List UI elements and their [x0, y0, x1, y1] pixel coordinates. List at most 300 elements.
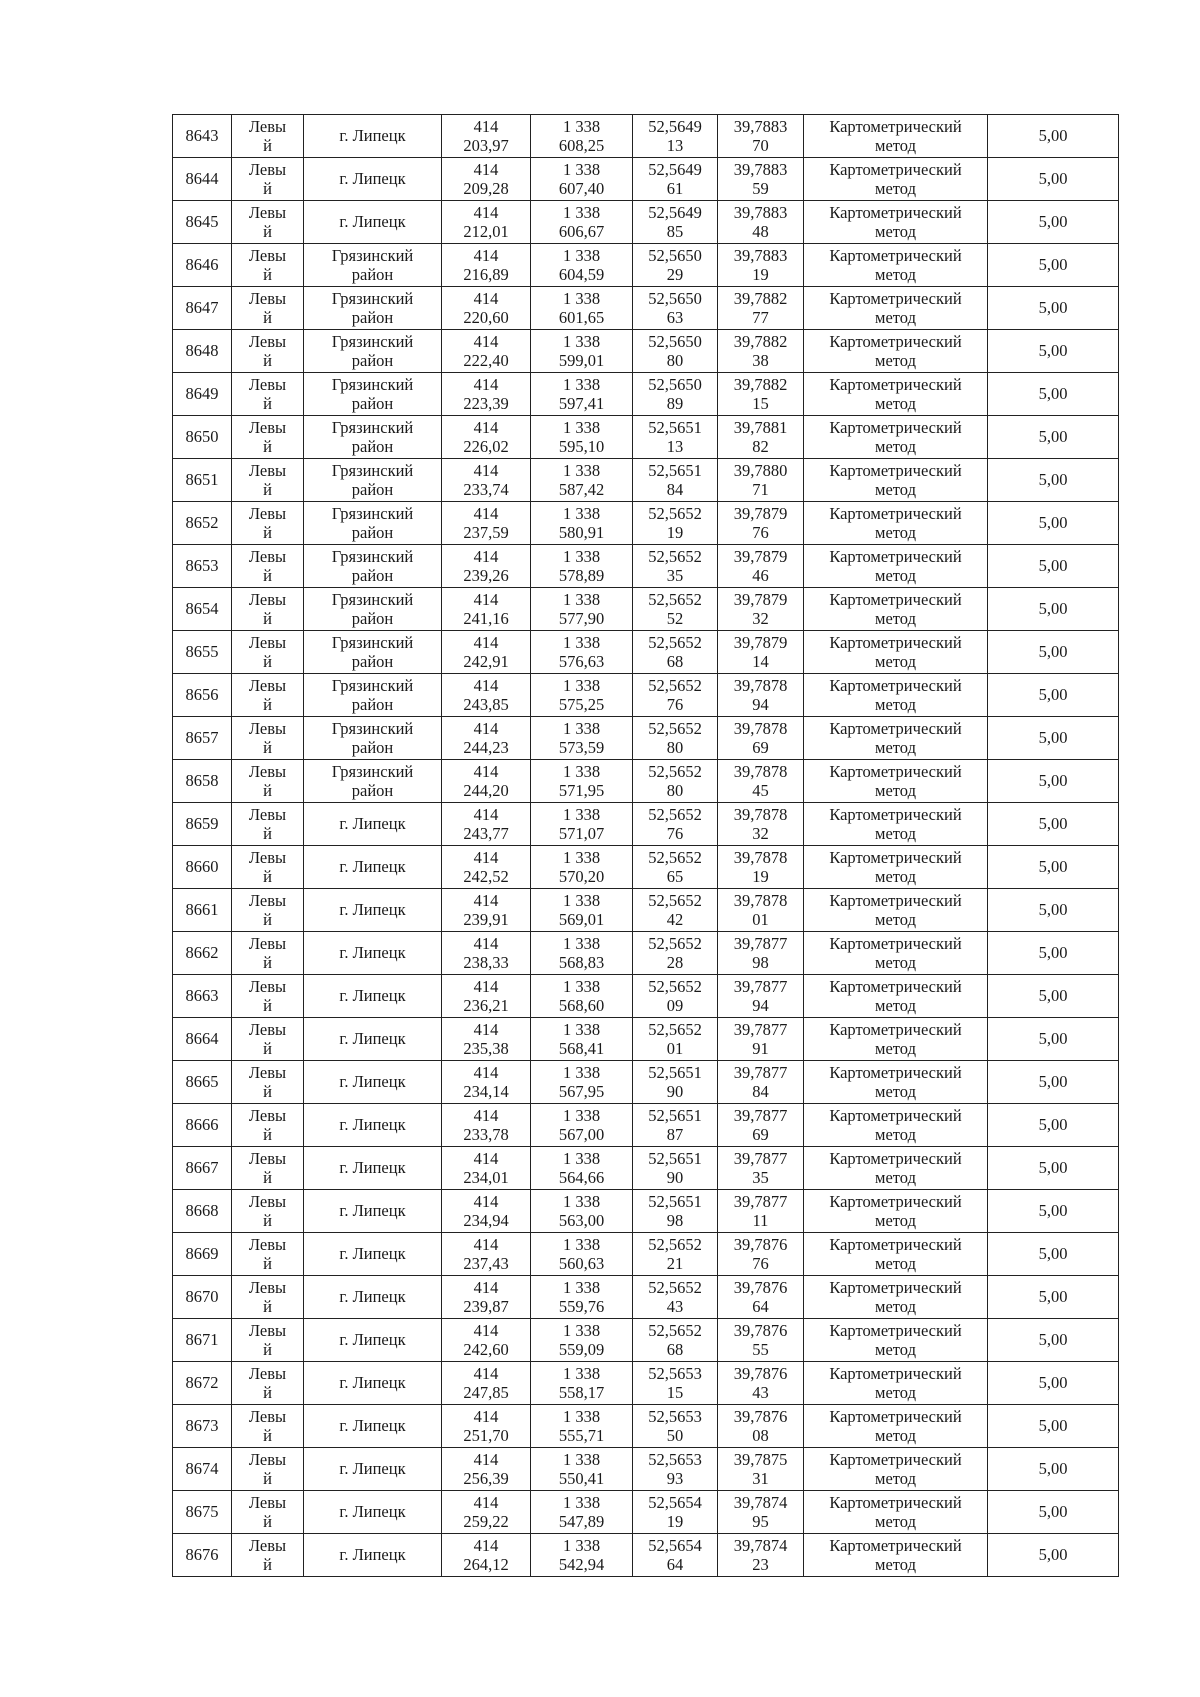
accuracy-cell: 5,00 [988, 244, 1119, 287]
table-row [173, 1147, 1119, 1190]
method-cell-line: Картометрический [829, 159, 962, 179]
table-row [173, 717, 1119, 760]
location-cell-line: Грязинский [331, 374, 414, 394]
longitude-cell [718, 932, 804, 975]
longitude-cell [718, 1147, 804, 1190]
latitude-cell-line: 52,5652 [648, 1277, 702, 1297]
longitude-cell-line: 19 [752, 867, 769, 886]
longitude-cell [718, 373, 804, 416]
bank-side-cell-line: Левы [248, 417, 287, 437]
table-row [173, 287, 1119, 330]
method-cell [804, 760, 988, 803]
method-cell-line: метод [875, 824, 916, 843]
longitude-cell-line: 15 [752, 394, 769, 413]
x-coordinate-cell-line: 236,21 [463, 996, 509, 1015]
x-coordinate-cell-line: 414 [473, 116, 499, 136]
location-cell-line: г. Липецк [339, 1545, 406, 1565]
y-coordinate-cell [531, 1190, 633, 1233]
longitude-cell-line: 31 [752, 1469, 769, 1488]
y-coordinate-cell-line: 571,95 [558, 781, 605, 800]
longitude-cell-line: 70 [752, 136, 769, 155]
x-coordinate-cell-line: 414 [473, 202, 499, 222]
location-cell [304, 975, 442, 1018]
method-cell-line: метод [875, 265, 916, 284]
x-coordinate-cell-line: 244,23 [463, 738, 509, 757]
latitude-cell-line: 52,5652 [648, 804, 702, 824]
accuracy-cell: 5,00 [988, 846, 1119, 889]
x-coordinate-cell [442, 545, 531, 588]
point-number-cell: 8663 [173, 975, 232, 1018]
location-cell-line: Грязинский [331, 288, 414, 308]
longitude-cell-line: 94 [752, 996, 769, 1015]
latitude-cell-line: 65 [666, 867, 684, 886]
method-cell [804, 1319, 988, 1362]
bank-side-cell-line: й [263, 738, 272, 757]
method-cell [804, 1276, 988, 1319]
table-row [173, 244, 1119, 287]
y-coordinate-cell-line: 1 338 [562, 933, 601, 953]
method-cell-line: Картометрический [829, 374, 962, 394]
location-cell-line: г. Липецк [339, 1029, 406, 1049]
x-coordinate-cell-line: 235,38 [463, 1039, 509, 1058]
bank-side-cell-line: Левы [248, 933, 287, 953]
point-number-cell: 8643 [173, 115, 232, 158]
method-cell [804, 244, 988, 287]
location-cell-line: район [351, 609, 394, 628]
longitude-cell [718, 287, 804, 330]
location-cell-line: Грязинский [331, 245, 414, 265]
bank-side-cell-line: й [263, 1426, 272, 1445]
method-cell-line: Картометрический [829, 1535, 962, 1555]
latitude-cell-line: 52,5652 [648, 847, 702, 867]
longitude-cell [718, 1061, 804, 1104]
point-number-cell: 8656 [173, 674, 232, 717]
longitude-cell-line: 39,7876 [733, 1277, 788, 1297]
bank-side-cell-line: Левы [248, 718, 287, 738]
x-coordinate-cell-line: 209,28 [463, 179, 509, 198]
longitude-cell-line: 39,7882 [733, 288, 788, 308]
table-row [173, 1061, 1119, 1104]
bank-side-cell-line: Левы [248, 1148, 287, 1168]
latitude-cell-line: 52,5652 [648, 761, 702, 781]
x-coordinate-cell-line: 241,16 [463, 609, 509, 628]
table-row [173, 588, 1119, 631]
table-row [173, 416, 1119, 459]
bank-side-cell-line: Левы [248, 761, 287, 781]
bank-side-cell-line: Левы [248, 1492, 287, 1512]
x-coordinate-cell-line: 414 [473, 675, 499, 695]
bank-side-cell-line: й [263, 308, 272, 327]
method-cell-line: Картометрический [829, 1406, 962, 1426]
x-coordinate-cell-line: 414 [473, 1492, 499, 1512]
x-coordinate-cell-line: 239,26 [463, 566, 509, 585]
longitude-cell [718, 588, 804, 631]
x-coordinate-cell [442, 717, 531, 760]
x-coordinate-cell-line: 264,12 [463, 1555, 509, 1574]
y-coordinate-cell [531, 717, 633, 760]
table-row [173, 459, 1119, 502]
point-number-cell: 8650 [173, 416, 232, 459]
latitude-cell-line: 76 [666, 695, 684, 714]
latitude-cell [633, 1491, 718, 1534]
method-cell [804, 588, 988, 631]
accuracy-cell: 5,00 [988, 1491, 1119, 1534]
x-coordinate-cell-line: 414 [473, 589, 499, 609]
y-coordinate-cell [531, 760, 633, 803]
location-cell-line: Грязинский [331, 503, 414, 523]
y-coordinate-cell-line: 597,41 [558, 394, 605, 413]
location-cell-line: г. Липецк [339, 1244, 406, 1264]
y-coordinate-cell [531, 244, 633, 287]
latitude-cell [633, 803, 718, 846]
longitude-cell-line: 19 [752, 265, 769, 284]
latitude-cell [633, 760, 718, 803]
x-coordinate-cell-line: 414 [473, 374, 499, 394]
longitude-cell-line: 32 [752, 609, 769, 628]
latitude-cell [633, 373, 718, 416]
latitude-cell-line: 52,5652 [648, 976, 702, 996]
bank-side-cell [232, 588, 304, 631]
table-row [173, 545, 1119, 588]
x-coordinate-cell-line: 216,89 [463, 265, 509, 284]
latitude-cell [633, 1448, 718, 1491]
longitude-cell-line: 69 [752, 738, 769, 757]
x-coordinate-cell [442, 158, 531, 201]
latitude-cell [633, 1534, 718, 1577]
longitude-cell [718, 1276, 804, 1319]
latitude-cell-line: 68 [666, 1340, 684, 1359]
bank-side-cell-line: й [263, 480, 272, 499]
longitude-cell-line: 39,7874 [733, 1535, 788, 1555]
point-number-cell: 8674 [173, 1448, 232, 1491]
longitude-cell-line: 39,7879 [733, 546, 788, 566]
location-cell [304, 1233, 442, 1276]
y-coordinate-cell-line: 573,59 [558, 738, 605, 757]
longitude-cell-line: 46 [752, 566, 769, 585]
bank-side-cell-line: й [263, 953, 272, 972]
x-coordinate-cell [442, 932, 531, 975]
accuracy-cell: 5,00 [988, 1147, 1119, 1190]
method-cell-line: метод [875, 695, 916, 714]
y-coordinate-cell-line: 563,00 [558, 1211, 605, 1230]
bank-side-cell-line: й [263, 1297, 272, 1316]
accuracy-cell: 5,00 [988, 803, 1119, 846]
latitude-cell-line: 19 [666, 1512, 684, 1531]
method-cell-line: метод [875, 566, 916, 585]
bank-side-cell-line: й [263, 351, 272, 370]
y-coordinate-cell-line: 1 338 [562, 1148, 601, 1168]
method-cell-line: метод [875, 781, 916, 800]
location-cell-line: г. Липецк [339, 1373, 406, 1393]
location-cell-line: район [351, 308, 394, 327]
location-cell-line: г. Липецк [339, 943, 406, 963]
location-cell [304, 1319, 442, 1362]
y-coordinate-cell-line: 1 338 [562, 632, 601, 652]
bank-side-cell [232, 975, 304, 1018]
location-cell [304, 760, 442, 803]
longitude-cell [718, 115, 804, 158]
x-coordinate-cell [442, 1147, 531, 1190]
x-coordinate-cell-line: 239,91 [463, 910, 509, 929]
method-cell-line: метод [875, 1297, 916, 1316]
point-number-cell: 8659 [173, 803, 232, 846]
latitude-cell [633, 287, 718, 330]
bank-side-cell-line: Левы [248, 202, 287, 222]
longitude-cell-line: 39,7877 [733, 933, 788, 953]
longitude-cell-line: 39,7876 [733, 1363, 788, 1383]
latitude-cell-line: 52,5651 [648, 1148, 702, 1168]
bank-side-cell-line: Левы [248, 245, 287, 265]
y-coordinate-cell-line: 575,25 [558, 695, 605, 714]
table-row [173, 373, 1119, 416]
table-row [173, 201, 1119, 244]
y-coordinate-cell [531, 674, 633, 717]
longitude-cell-line: 59 [752, 179, 769, 198]
x-coordinate-cell [442, 674, 531, 717]
location-cell-line: г. Липецк [339, 1158, 406, 1178]
longitude-cell-line: 39,7879 [733, 503, 788, 523]
longitude-cell [718, 201, 804, 244]
longitude-cell-line: 39,7876 [733, 1406, 788, 1426]
longitude-cell-line: 39,7877 [733, 1105, 788, 1125]
bank-side-cell-line: й [263, 1340, 272, 1359]
y-coordinate-cell-line: 608,25 [558, 136, 605, 155]
location-cell-line: г. Липецк [339, 1502, 406, 1522]
y-coordinate-cell-line: 571,07 [558, 824, 605, 843]
x-coordinate-cell-line: 414 [473, 245, 499, 265]
y-coordinate-cell [531, 287, 633, 330]
accuracy-cell: 5,00 [988, 545, 1119, 588]
accuracy-cell: 5,00 [988, 287, 1119, 330]
location-cell-line: Грязинский [331, 331, 414, 351]
x-coordinate-cell [442, 1104, 531, 1147]
bank-side-cell-line: Левы [248, 503, 287, 523]
method-cell-line: метод [875, 1082, 916, 1101]
y-coordinate-cell-line: 564,66 [558, 1168, 605, 1187]
method-cell [804, 674, 988, 717]
location-cell-line: г. Липецк [339, 1416, 406, 1436]
x-coordinate-cell [442, 1061, 531, 1104]
latitude-cell-line: 19 [666, 523, 684, 542]
accuracy-cell: 5,00 [988, 1319, 1119, 1362]
x-coordinate-cell-line: 243,85 [463, 695, 509, 714]
point-number-cell: 8661 [173, 889, 232, 932]
x-coordinate-cell-line: 234,94 [463, 1211, 509, 1230]
longitude-cell [718, 674, 804, 717]
x-coordinate-cell [442, 631, 531, 674]
bank-side-cell [232, 631, 304, 674]
latitude-cell-line: 52,5651 [648, 1191, 702, 1211]
latitude-cell-line: 61 [666, 179, 684, 198]
location-cell [304, 1190, 442, 1233]
accuracy-cell: 5,00 [988, 717, 1119, 760]
latitude-cell-line: 52,5649 [648, 116, 702, 136]
method-cell [804, 1491, 988, 1534]
longitude-cell-line: 39,7883 [733, 159, 788, 179]
location-cell-line: г. Липецк [339, 1072, 406, 1092]
method-cell-line: метод [875, 351, 916, 370]
x-coordinate-cell [442, 287, 531, 330]
latitude-cell [633, 1233, 718, 1276]
method-cell-line: метод [875, 609, 916, 628]
latitude-cell-line: 50 [666, 1426, 684, 1445]
longitude-cell [718, 1319, 804, 1362]
latitude-cell [633, 330, 718, 373]
location-cell [304, 846, 442, 889]
x-coordinate-cell-line: 414 [473, 1406, 499, 1426]
point-number-cell: 8670 [173, 1276, 232, 1319]
method-cell-line: метод [875, 1555, 916, 1574]
y-coordinate-cell [531, 330, 633, 373]
latitude-cell-line: 85 [666, 222, 684, 241]
longitude-cell-line: 39,7878 [733, 675, 788, 695]
y-coordinate-cell-line: 1 338 [562, 1449, 601, 1469]
y-coordinate-cell-line: 1 338 [562, 546, 601, 566]
y-coordinate-cell-line: 1 338 [562, 331, 601, 351]
accuracy-cell: 5,00 [988, 631, 1119, 674]
y-coordinate-cell-line: 558,17 [558, 1383, 605, 1402]
latitude-cell [633, 1104, 718, 1147]
bank-side-cell [232, 545, 304, 588]
table-row [173, 1534, 1119, 1577]
point-number-cell: 8647 [173, 287, 232, 330]
longitude-cell-line: 39,7874 [733, 1492, 788, 1512]
location-cell [304, 1147, 442, 1190]
y-coordinate-cell-line: 577,90 [558, 609, 605, 628]
bank-side-cell [232, 287, 304, 330]
longitude-cell [718, 158, 804, 201]
longitude-cell-line: 39,7883 [733, 202, 788, 222]
method-cell-line: метод [875, 1125, 916, 1144]
bank-side-cell-line: й [263, 1383, 272, 1402]
point-number-cell: 8672 [173, 1362, 232, 1405]
longitude-cell [718, 1190, 804, 1233]
table-body [173, 115, 1119, 1577]
bank-side-cell-line: Левы [248, 890, 287, 910]
location-cell [304, 1061, 442, 1104]
x-coordinate-cell [442, 1018, 531, 1061]
method-cell-line: Картометрический [829, 331, 962, 351]
latitude-cell-line: 52,5652 [648, 675, 702, 695]
latitude-cell-line: 21 [666, 1254, 684, 1273]
method-cell-line: Картометрический [829, 1449, 962, 1469]
location-cell [304, 1491, 442, 1534]
x-coordinate-cell-line: 220,60 [463, 308, 509, 327]
bank-side-cell-line: Левы [248, 331, 287, 351]
bank-side-cell [232, 459, 304, 502]
accuracy-cell: 5,00 [988, 1405, 1119, 1448]
latitude-cell [633, 975, 718, 1018]
bank-side-cell [232, 330, 304, 373]
location-cell-line: район [351, 523, 394, 542]
x-coordinate-cell [442, 846, 531, 889]
y-coordinate-cell-line: 550,41 [558, 1469, 605, 1488]
accuracy-cell: 5,00 [988, 115, 1119, 158]
longitude-cell-line: 38 [752, 351, 769, 370]
longitude-cell-line: 39,7877 [733, 1062, 788, 1082]
longitude-cell-line: 76 [752, 523, 769, 542]
location-cell-line: г. Липецк [339, 169, 406, 189]
method-cell-line: метод [875, 953, 916, 972]
location-cell-line: г. Липецк [339, 986, 406, 1006]
x-coordinate-cell-line: 226,02 [463, 437, 509, 456]
latitude-cell-line: 01 [666, 1039, 684, 1058]
method-cell-line: Картометрический [829, 503, 962, 523]
y-coordinate-cell-line: 607,40 [558, 179, 605, 198]
location-cell-line: Грязинский [331, 546, 414, 566]
method-cell-line: Картометрический [829, 589, 962, 609]
x-coordinate-cell [442, 502, 531, 545]
method-cell [804, 373, 988, 416]
x-coordinate-cell-line: 239,87 [463, 1297, 509, 1316]
y-coordinate-cell-line: 599,01 [558, 351, 605, 370]
bank-side-cell [232, 760, 304, 803]
latitude-cell-line: 15 [666, 1383, 684, 1402]
accuracy-cell: 5,00 [988, 1448, 1119, 1491]
y-coordinate-cell-line: 595,10 [558, 437, 605, 456]
x-coordinate-cell-line: 247,85 [463, 1383, 509, 1402]
method-cell [804, 1104, 988, 1147]
bank-side-cell-line: Левы [248, 976, 287, 996]
method-cell-line: метод [875, 308, 916, 327]
location-cell [304, 717, 442, 760]
method-cell-line: метод [875, 136, 916, 155]
x-coordinate-cell-line: 414 [473, 718, 499, 738]
bank-side-cell [232, 1190, 304, 1233]
x-coordinate-cell-line: 414 [473, 503, 499, 523]
latitude-cell-line: 52,5649 [648, 202, 702, 222]
latitude-cell-line: 87 [666, 1125, 684, 1144]
method-cell [804, 330, 988, 373]
accuracy-cell: 5,00 [988, 889, 1119, 932]
x-coordinate-cell-line: 414 [473, 460, 499, 480]
method-cell-line: метод [875, 179, 916, 198]
y-coordinate-cell-line: 1 338 [562, 1535, 601, 1555]
longitude-cell-line: 39,7878 [733, 847, 788, 867]
latitude-cell-line: 52,5649 [648, 159, 702, 179]
bank-side-cell-line: й [263, 265, 272, 284]
y-coordinate-cell [531, 631, 633, 674]
point-number-cell: 8667 [173, 1147, 232, 1190]
table-row [173, 975, 1119, 1018]
x-coordinate-cell [442, 588, 531, 631]
y-coordinate-cell-line: 1 338 [562, 1191, 601, 1211]
longitude-cell-line: 39,7877 [733, 1148, 788, 1168]
method-cell-line: метод [875, 1512, 916, 1531]
longitude-cell [718, 803, 804, 846]
method-cell [804, 889, 988, 932]
y-coordinate-cell [531, 1362, 633, 1405]
longitude-cell [718, 975, 804, 1018]
longitude-cell-line: 39,7876 [733, 1234, 788, 1254]
y-coordinate-cell-line: 587,42 [558, 480, 605, 499]
table-row [173, 932, 1119, 975]
method-cell-line: Картометрический [829, 1320, 962, 1340]
table-row [173, 1276, 1119, 1319]
y-coordinate-cell-line: 1 338 [562, 1277, 601, 1297]
location-cell [304, 932, 442, 975]
bank-side-cell-line: Левы [248, 589, 287, 609]
location-cell [304, 1534, 442, 1577]
method-cell-line: метод [875, 1340, 916, 1359]
bank-side-cell-line: Левы [248, 1019, 287, 1039]
method-cell [804, 1018, 988, 1061]
y-coordinate-cell [531, 1534, 633, 1577]
method-cell-line: метод [875, 1168, 916, 1187]
method-cell [804, 1448, 988, 1491]
latitude-cell-line: 52 [666, 609, 684, 628]
x-coordinate-cell-line: 237,59 [463, 523, 509, 542]
